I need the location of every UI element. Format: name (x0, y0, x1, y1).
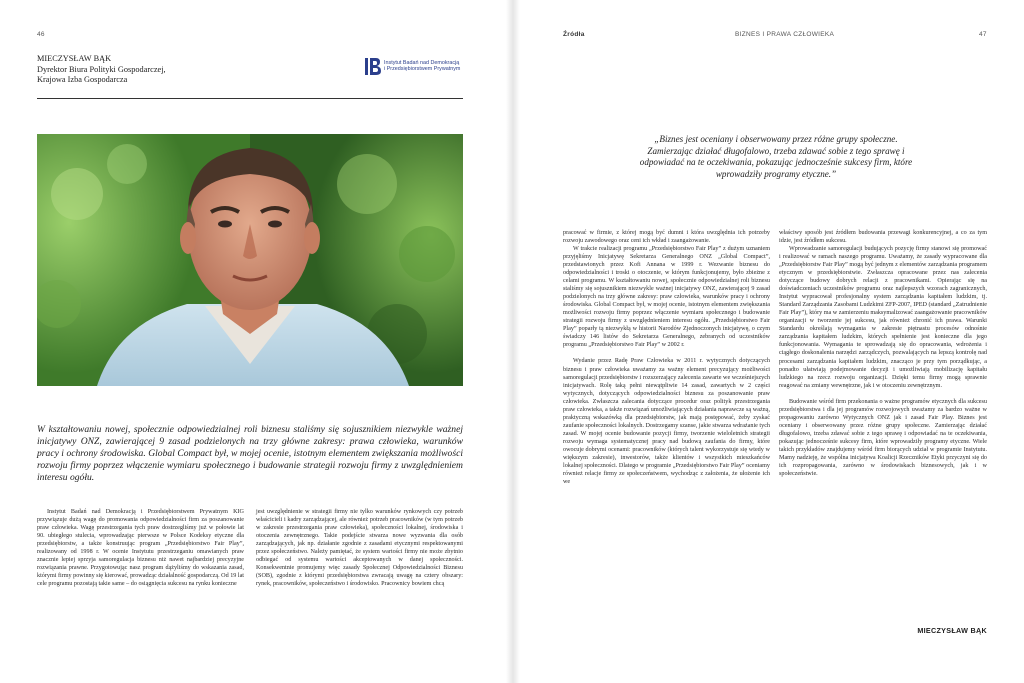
column-4-paragraph-1: właściwy sposób jest źródłem budowania przewagi konkurencyjnej, a co za tym idzie, jest źródłem sukcesu. (779, 230, 987, 245)
institute-logo (364, 56, 464, 78)
column-4-paragraph-3: Budowanie wśród firm przekonania o ważne programów etycznych dla sukcesu przedsiębiorstwa i dla jej programów rozwojowych uważamy za bardzo ważne w propagowaniu zarówno Wytycznych ONZ jak i zasad Fair Play. Biznes jest oceniany i obserwowany przez różne grupy społeczne. Zamierzając działać długofalowo, trzeba zdawać sobie z tego sprawę i odpowiadać na te oczekiwania, pokazując jednocześnie sukcesy firm, które wprowadziły programy etyczne. Wiele takich przykładów znajdujemy wśród firm biorących udział w programie Instytutu. Mamy nadzieję, że wspólna inicjatywa Koalicji Rzeczników Etyki przyczyni się do ich rozpropagowania, zarówno w środowiskach biznesowych, jak i w społeczeństwie. (779, 398, 987, 477)
author-portrait-photo (37, 134, 463, 386)
column-3-paragraph-3: Wydanie przez Radę Praw Człowieka w 2011 r. wytycznych dotyczących biznesu i praw człowieka uważamy za ważny element precyzujący możliwości samoregulacji przedsiębiorstw i rozszerzający zalecenia zawarte we wcześniejszych inicjatywach. Rolę taką pełni niewątpliwie 14 zasad, zawartych w 2 części wytycznych, dotyczących odpowiedzialności biznesu za poszanowanie praw człowieka. Zwłaszcza zalecania dotyczące procedur oraz polityk przestrzegania praw człowieka, a także rozwiązań umożliwiających działania naprawcze są ważną, praktyczną wskazówką dla przedsiębiorstw, jak mają postępować, żeby zyskać zaufanie społeczności lokalnych. Dostrzegamy szanse, jakie stwarza wdrażanie tych zasad. W mojej ocenie budowanie pozycji firmy, tworzenie wieloletnich strategii rozwoju wymaga systematycznej pracy nad budową zaufania do firmy, które owocuje dobrymi ocenami: pracowników (których talent wykorzystuje się wtedy w większym zakresie), inwestorów, także klientów i wszystkich mieszkańców lokalnej społeczności. Dlatego w programie „Przedsiębiorstwo Fair Play” oceniamy również relacje firmy ze społeczeństwem, wychodząc z założenia, że ułożenie ich we (563, 358, 770, 485)
author-name: MIECZYSŁAW BĄK (37, 54, 112, 63)
book-gutter (506, 0, 520, 683)
column-2-paragraph: jest uwzględnienie w strategii firmy nie tylko warunków rynkowych czy potrzeb właścicieli i kadry zarządzającej, ale również potrzeb pracowników (w tym potrzeb w zakresie przestrzegania praw człowieka), społeczności lokalnej, środowiska i otoczenia zewnętrznego. Takie podejście stwarza nowe wyzwania dla osób zarządzających, jak np. działanie zgodnie z zasadami etycznymi respektowanymi przez społeczeństwo. Należy pamiętać, że system wartości firmy nie może zbytnio odbiegać od systemu wartości akceptowanych w danej społeczności. Konsekwentnie promujemy więc zasady Społecznej Odpowiedzialności Biznesu (SOB), zgodnie z którymi przedsiębiorstwa zwracają uwagę na cztery obszary: rynek, pracowników, społeczeństwo i środowisko. Pracownicy bowiem chcą (256, 509, 463, 588)
column-3-paragraph-1: pracować w firmie, z której mogą być dumni i która uwzględnia ich potrzeby rozwoju zawodowego oraz ceni ich wkład i zaangażowanie. (563, 230, 770, 245)
author-organization: Krajowa Izba Gospodarcza (37, 75, 128, 85)
right-page-number: 47 (979, 31, 987, 38)
author-role: Dyrektor Biura Polityki Gospodarczej, (37, 64, 166, 74)
logo-text-line-1: Instytut Badań nad Demokracją (384, 60, 460, 66)
logo-text-line-2: i Przedsiębiorstwem Prywatnym (384, 66, 461, 73)
header-divider (37, 98, 463, 99)
author-block (37, 54, 166, 86)
text-column-3 (563, 229, 770, 486)
running-title: BIZNES I PRAWA CZŁOWIEKA (735, 31, 835, 38)
text-column-4 (779, 229, 987, 478)
column-1-paragraph: Instytut Badań nad Demokracją i Przedsiębiorstwem Prywatnym KIG przywiązuje dużą wagę do promowania odpowiedzialności firm za poszanowanie praw człowieka. Wagę przestrzegania tych praw dostrzegliśmy już w połowie lat 90. ubiegłego stulecia, wprowadzając pierwsze w Polsce Kodeksy etyczne dla przedsiębiorstw, a także konstruując program „Przedsiębiorstwo Fair Play”, realizowany od 1998 r. W ocenie Instytutu przestrzeganiu omawianych praw znacznie lepiej sprzyja samoregulacja biznesu niż nawet najbardziej precyzyjne rozwiązania prawne. Przygotowując nasz program dążyliśmy do wskazania zasad, którymi firmy powinny się kierować, prowadząc działalność gospodarczą. Od 19 lat cele programu pozostają takie same – do osiągnięcia sukcesu na rynku konieczne (37, 509, 245, 588)
author-signature: MIECZYSŁAW BĄK (917, 626, 987, 635)
lead-paragraph: W kształtowaniu nowej, społecznie odpowiedzialnej roli biznesu staliśmy się sojusznikiem niezwykle ważnej inicjatywy ONZ, zawierającej 9 zasad podzielonych na trzy główne zakresy: prawa człowieka, warunków pracy i ochrony środowiska. Global Compact był, w mojej ocenie, istotnym elementem zwiększania możliwości rozwoju firmy poprzez włączenie wymiaru społecznego i budowanie strategii rozwoju firmy z uwzględnieniem interesu ogółu. (37, 424, 463, 483)
institute-logo-mark-icon (364, 56, 382, 77)
section-label: Źródła (563, 31, 585, 38)
text-column-2 (256, 508, 463, 588)
text-column-1 (37, 508, 244, 588)
column-4-paragraph-2: Wprowadzanie samoregulacji budujących pozycję firmy stanowi się promować i realizować w ramach naszego programu. Uważamy, że zasady wypracowane dla „Przedsiębiorstw Fair Play” mogą być jednym z elementów zarządzania programem etycznym w przedsiębiorstwie. Zwłaszcza opracowane przez nas zalecenia dotyczące budowy dobrych relacji z pracownikami. Opierając się na doświadczeniach uczestników programu oraz najlepszych wzorach zagranicznych, Instytut wypracował profesjonalny system zarządzania kapitałem ludzkim, tj. Standard Zarządzania Zasobami Ludzkimi ZFP-2007, IPED (standard „Zatrudnienie Fair Play”), który ma w zamierzeniu maksymalizować zaangażowanie pracowników organizacji w tworzenie jej sukcesu, jak również chronić ich prawa. Warunki Standardu określają wymagania w zakresie piętnastu procesów odnośnie zarządzania kapitałem ludzkim, których spełnienie jest konieczne dla jego funkcjonowania. Wymagania te sprowadzają się do opracowania, wdrożenia i ciągłego doskonalenia narzędzi zarządczych, pozwalających na lepszą kontrolę nad procesami zarządzania kapitałem ludzkim, znacząco je przy tym porządkując, a ponadto ułatwiają podejmowanie decyzji i umożliwiają mobilizację kapitału ludzkiego na rzecz rozwoju organizacji. Dzięki temu firmy mogą sprawnie reagować na zmiany wewnętrzne, jak i w otoczeniu zewnętrznym. (779, 246, 987, 389)
pull-quote: „Biznes jest oceniany i obserwowany przez różne grupy społeczne. Zamierzając działać długofalowo, trzeba zdawać sobie z tego sprawę i odpowiadać na te oczekiwania, pokazując jednocześnie sukcesy firm, które wprowadziły programy etyczne.” (639, 134, 913, 179)
left-page-number: 46 (37, 31, 45, 38)
column-3-paragraph-2: W trakcie realizacji programu „Przedsiębiorstwo Fair Play” z dużym uznaniem przyjęliśmy Inicjatywę Sekretarza Generalnego ONZ „Global Compact”, przedstawionych przez Kofi Annana w 1999 r. Wezwanie biznesu do odpowiedzialności i troski o otoczenie, w którym funkcjonujemy, było zbieżne z celami programu. W kształtowaniu nowej, społecznie odpowiedzialnej roli biznesu staliśmy się sojusznikiem niezwykle ważnej inicjatywy ONZ, zawierającej 9 zasad podzielonych na trzy główne zakresy: praw człowieka, warunków pracy i ochrony środowiska. Global Compact był, w mojej ocenie, istotnym elementem zwiększania możliwości rozwoju firmy poprzez włączenie wymiaru społecznego i budowanie strategii rozwoju firmy z uwzględnieniem interesu ogółu. „Przedsiębiorstwo Fair Play” poparły tą niezwykłą w historii Narodów Zjednoczonych inicjatywę, o czym świadczy 146 listów do Sekretarza Generalnego, zebranych od uczestników programu „Przedsiębiorstwo Fair Play” w 2002 r. (563, 246, 770, 349)
